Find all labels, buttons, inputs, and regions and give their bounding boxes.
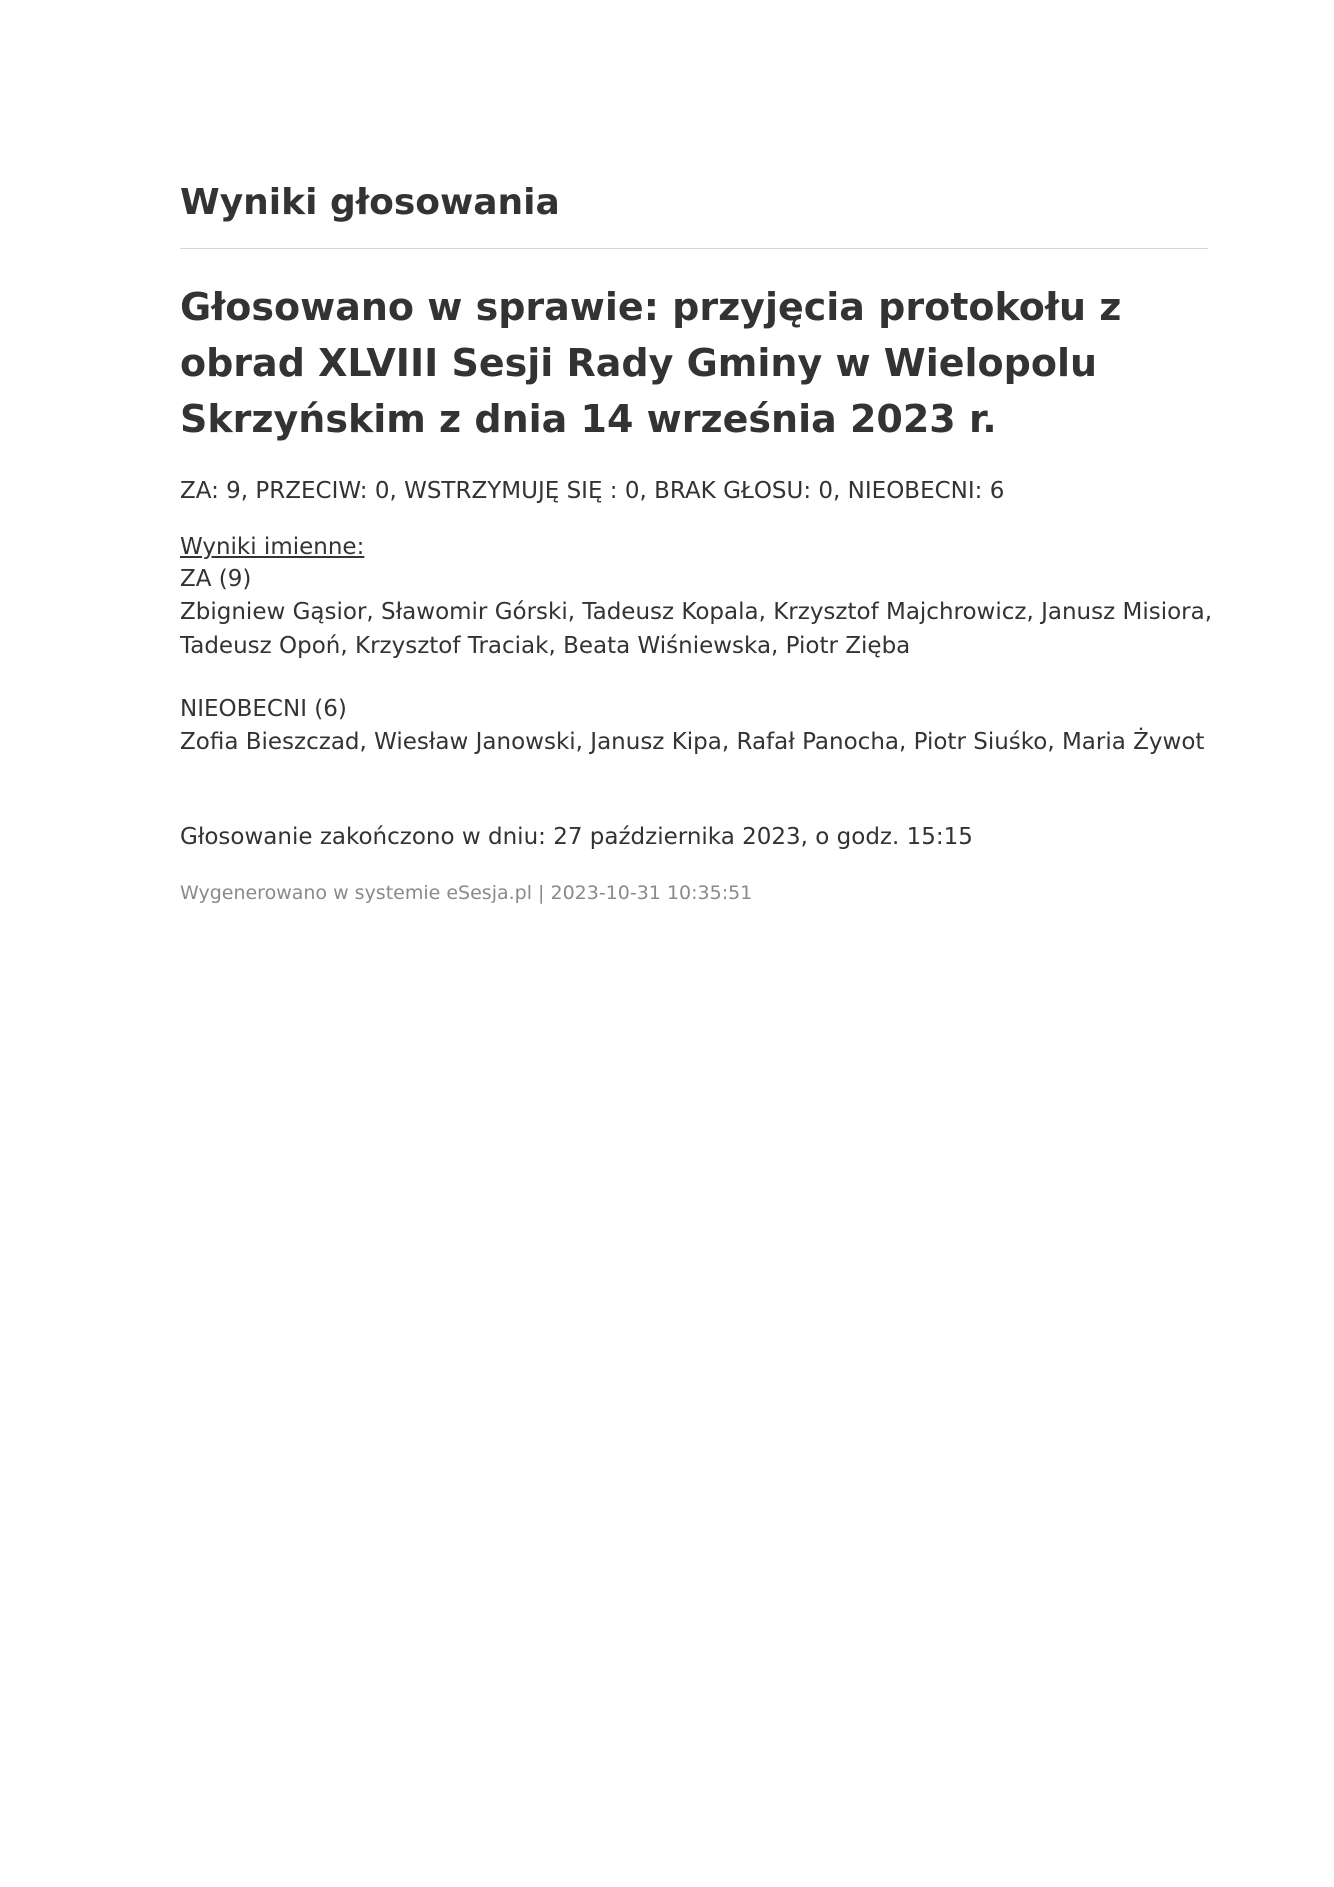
group-title: ZA (9) xyxy=(180,566,252,592)
generated-footer: Wygenerowano w systemie eSesja.pl | 2023-10-31 10:35:51 xyxy=(180,882,753,904)
named-results-label: Wyniki imienne: xyxy=(180,534,365,560)
page-title: Wyniki głosowania xyxy=(180,182,560,223)
vote-group-for xyxy=(180,563,1220,663)
vote-summary: ZA: 9, PRZECIW: 0, WSTRZYMUJĘ SIĘ : 0, BRAK GŁOSU: 0, NIEOBECNI: 6 xyxy=(180,478,1005,504)
vote-group-absent xyxy=(180,693,1220,759)
group-title: NIEOBECNI (6) xyxy=(180,696,347,722)
title-divider xyxy=(180,248,1208,249)
group-names: Zofia Bieszczad, Wiesław Janowski, Janusz Kipa, Rafał Panocha, Piotr Siuśko, Maria Żywot xyxy=(180,729,1205,755)
document-content xyxy=(180,180,1220,907)
vote-ended-text: Głosowanie zakończono w dniu: 27 października 2023, o godz. 15:15 xyxy=(180,824,973,850)
vote-subject: Głosowano w sprawie: przyjęcia protokołu z obrad XLVIII Sesji Rady Gminy w Wielopolu Skrzyńskim z dnia 14 września 2023 r. xyxy=(180,285,1122,441)
group-names: Zbigniew Gąsior, Sławomir Górski, Tadeusz Kopala, Krzysztof Majchrowicz, Janusz Misiora, Tadeusz Opoń, Krzysztof Traciak, Beata Wiśniewska, Piotr Zięba xyxy=(180,599,1213,659)
